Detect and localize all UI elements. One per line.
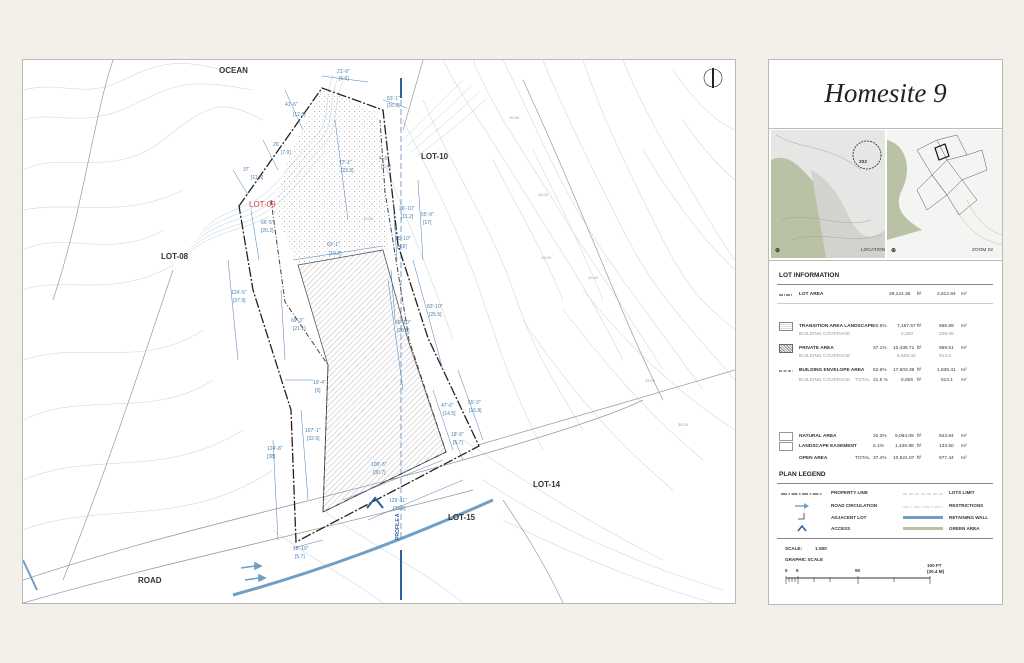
natural-m2: 843.94 bbox=[939, 434, 954, 439]
legend-retaining-wall-swatch bbox=[903, 516, 943, 519]
lot-area-unit-ft: ft² bbox=[917, 292, 922, 297]
legend-restrictions: RESTRICTIONS bbox=[949, 503, 984, 508]
easement-m2: 133.50 bbox=[939, 444, 954, 449]
homesite-number: 202 bbox=[859, 160, 868, 165]
scale-tick-50: 50 bbox=[855, 568, 861, 573]
easement-unit-m: m² bbox=[961, 444, 967, 449]
legend-bottom-divider bbox=[777, 538, 993, 539]
contour-label: 15.00 bbox=[541, 255, 552, 260]
dim-label: [20.2] bbox=[261, 228, 274, 234]
natural-pct: 32.3% bbox=[873, 434, 887, 439]
coverage-total-word: TOTAL bbox=[855, 378, 871, 383]
dim-label: [25.5] bbox=[429, 312, 442, 318]
location-map-drawing bbox=[771, 130, 885, 258]
label-road: ROAD bbox=[138, 576, 162, 585]
private-ft2: 10,435.71 bbox=[893, 346, 915, 351]
dim-label: 69'-3" bbox=[291, 318, 304, 324]
transition-m2: 665.89 bbox=[939, 324, 954, 329]
dim-label: 19'-4" bbox=[313, 380, 326, 386]
dim-label: 21'-9" bbox=[337, 69, 350, 75]
plan-legend-title: PLAN LEGEND bbox=[779, 471, 826, 478]
dim-label: 18'-9" bbox=[451, 432, 464, 438]
easement-label: LANDSCAPE EASEMENT bbox=[799, 444, 857, 449]
coverage-m2: 209.05 bbox=[939, 332, 954, 337]
legend-lots-limit: LOTS LIMIT bbox=[949, 490, 975, 495]
open-pct: 37.4% bbox=[873, 456, 887, 461]
dim-label: [16.8] bbox=[469, 408, 482, 414]
dim-label: [5.7] bbox=[453, 440, 463, 446]
legend-adjacent-lot: ADJACENT LOT bbox=[831, 515, 867, 520]
access-icon bbox=[797, 524, 807, 532]
dim-label: 18'-10" bbox=[293, 546, 309, 552]
natural-row bbox=[777, 432, 995, 442]
scale-tick-0: 0 bbox=[785, 568, 788, 573]
dim-label: [5.7] bbox=[295, 554, 305, 560]
maps-divider bbox=[769, 260, 1002, 261]
legend-green-area-swatch bbox=[903, 527, 943, 530]
dim-label: [37.9] bbox=[233, 298, 246, 304]
dim-label: [4.8] bbox=[397, 244, 407, 250]
dim-label: 4'-6" bbox=[379, 156, 389, 162]
envelope-pct: 62.6% bbox=[873, 368, 887, 373]
dim-label: 47'-6" bbox=[441, 403, 454, 409]
easement-swatch bbox=[779, 442, 793, 451]
dim-label: [30.7] bbox=[373, 470, 386, 476]
coverage-total-unit-m: m² bbox=[961, 378, 967, 383]
envelope-m2: 1,635.41 bbox=[937, 368, 956, 373]
dim-label: 55'-9" bbox=[421, 212, 434, 218]
easement-row bbox=[777, 442, 995, 452]
coverage-total-ft2: 8,859 bbox=[901, 378, 914, 383]
transition-unit-m: m² bbox=[961, 324, 967, 329]
homesite-title: Homesite 9 bbox=[824, 78, 947, 108]
dim-label: 100'-5" bbox=[371, 462, 387, 468]
zoom-label: ZOOM 02 bbox=[972, 248, 994, 253]
dim-label: [19.2] bbox=[329, 251, 342, 257]
natural-swatch bbox=[779, 432, 793, 441]
coverage-label: BUILDING COVERAGE bbox=[799, 354, 851, 359]
legend-property-line-swatch bbox=[781, 492, 823, 496]
envelope-swatch bbox=[779, 370, 793, 372]
coverage-ft2: 6,609.32 bbox=[897, 354, 916, 359]
contour-label: 10.00 bbox=[363, 216, 374, 221]
dim-label: [16.2] bbox=[387, 103, 400, 109]
envelope-row bbox=[777, 366, 995, 376]
adjacent-lot-icon bbox=[798, 513, 806, 521]
lot-info-divider bbox=[777, 284, 993, 285]
dim-label: 86'-10" bbox=[395, 320, 411, 326]
dim-label: [32.6] bbox=[307, 436, 320, 442]
dim-label: 83'-10" bbox=[427, 304, 443, 310]
private-pct: 37.1% bbox=[873, 346, 887, 351]
coverage-label: BUILDING COVERAGE bbox=[799, 332, 851, 337]
envelope-unit-ft: ft² bbox=[917, 368, 922, 373]
dim-label: [1.4] bbox=[381, 164, 391, 170]
coverage-total-unit-ft: ft² bbox=[917, 378, 922, 383]
location-label: LOCATION bbox=[861, 248, 885, 253]
private-unit-ft: ft² bbox=[917, 346, 922, 351]
label-ocean: OCEAN bbox=[219, 66, 248, 75]
location-map bbox=[771, 130, 885, 258]
title-divider bbox=[769, 128, 1002, 129]
dim-label: 124'-5" bbox=[231, 290, 247, 296]
label-lot-14: LOT-14 bbox=[533, 480, 561, 489]
label-lot-10: LOT-10 bbox=[421, 152, 449, 161]
open-unit-ft: ft² bbox=[917, 456, 922, 461]
lot-area-label: LOT AREA bbox=[799, 292, 824, 297]
dim-label: [6.6] bbox=[339, 76, 349, 82]
lot-area-unit-m: m² bbox=[961, 292, 967, 297]
zoom-map-drawing bbox=[887, 130, 1002, 258]
label-lot-08: LOT-08 bbox=[161, 252, 189, 261]
natural-label: NATURAL AREA bbox=[799, 434, 837, 439]
envelope-label: BUILDING ENVELOPE AREA bbox=[799, 368, 865, 373]
dim-label: 37' bbox=[243, 167, 250, 173]
coverage-m2: 614.0 bbox=[939, 354, 952, 359]
coverage-ft2: 2,250 bbox=[901, 332, 914, 337]
legend-lots-limit-swatch bbox=[903, 492, 943, 496]
legend-road-circulation: ROAD CIRCULATION bbox=[831, 503, 878, 508]
legend-restrictions-swatch bbox=[903, 505, 943, 509]
natural-unit-ft: ft² bbox=[917, 434, 922, 439]
dim-label: [21.1] bbox=[293, 326, 306, 332]
dim-label: 124'-8" bbox=[267, 446, 283, 452]
natural-unit-m: m² bbox=[961, 434, 967, 439]
graphic-scale-label: GRAPHIC SCALE bbox=[785, 557, 824, 562]
scale-tick-5: 5 bbox=[796, 568, 799, 573]
graphic-scale-bar bbox=[785, 576, 935, 586]
dim-label: 63'-1" bbox=[327, 242, 340, 248]
dim-label: [7.9] bbox=[281, 150, 291, 156]
open-m2: 977.44 bbox=[939, 456, 954, 461]
envelope-unit-m: m² bbox=[961, 368, 967, 373]
row-divider bbox=[777, 303, 993, 304]
dim-label: [11.3] bbox=[251, 175, 264, 181]
legend-green-area: GREEN AREA bbox=[949, 526, 980, 531]
contour-label: 15.00 bbox=[538, 192, 549, 197]
legend-divider bbox=[777, 483, 993, 484]
coverage-total-pct: 31.5 % bbox=[873, 378, 888, 383]
easement-pct: 5.1% bbox=[873, 444, 884, 449]
info-panel bbox=[768, 59, 1003, 605]
label-lot-09: LOT-09 bbox=[249, 200, 276, 209]
dim-label: [11.2] bbox=[401, 214, 414, 220]
open-label: OPEN AREA bbox=[799, 456, 828, 461]
zoom-map bbox=[887, 130, 1002, 258]
dim-label: [6] bbox=[315, 388, 321, 394]
road-circulation-arrow-icon bbox=[795, 502, 809, 510]
dim-label: [14.5] bbox=[443, 411, 456, 417]
coverage-total-row bbox=[777, 376, 995, 386]
contour-label: 25.00 bbox=[645, 378, 656, 383]
dim-label: 53'-1" bbox=[387, 96, 400, 102]
dim-label: 66'-5" bbox=[261, 220, 274, 226]
dimension-labels bbox=[23, 60, 735, 603]
dim-label: [17] bbox=[423, 220, 432, 226]
dim-label: 26' bbox=[273, 142, 280, 148]
dim-label: 36'-10" bbox=[399, 206, 415, 212]
private-label: PRIVATE AREA bbox=[799, 346, 834, 351]
property-line-swatch bbox=[779, 294, 793, 296]
dim-label: [23.5] bbox=[341, 168, 354, 174]
legend-access: ACCESS bbox=[831, 526, 851, 531]
lot-area-ft2: 28,124.35 bbox=[889, 292, 911, 297]
transition-ft2: 7,167.57 bbox=[897, 324, 916, 329]
north-icon: ⊕ bbox=[775, 248, 781, 254]
coverage-total-label: BUILDING COVERAGE bbox=[799, 378, 851, 383]
scale-label: SCALE: bbox=[785, 546, 803, 551]
open-total-word: TOTAL bbox=[855, 456, 871, 461]
legend-property-line: PROPERTY LINE bbox=[831, 490, 868, 495]
dim-label: [38] bbox=[267, 454, 276, 460]
easement-unit-ft: ft² bbox=[917, 444, 922, 449]
legend-retaining-wall: RETAINING WALL bbox=[949, 515, 989, 520]
contour-label: 20.00 bbox=[588, 275, 599, 280]
dim-label: [12.6] bbox=[293, 112, 306, 118]
dim-label: 107'-1" bbox=[305, 428, 321, 434]
transition-label: TRANSITION AREA LANDSCAPE bbox=[799, 324, 875, 329]
open-row bbox=[777, 454, 995, 464]
easement-ft2: 1,436.98 bbox=[895, 444, 914, 449]
coverage-row bbox=[777, 352, 995, 362]
open-unit-m: m² bbox=[961, 456, 967, 461]
coverage-total-m2: 823.1 bbox=[941, 378, 954, 383]
envelope-ft2: 17,603.39 bbox=[893, 368, 915, 373]
dim-label: 77'-1" bbox=[339, 160, 352, 166]
transition-pct: 25.5% bbox=[873, 324, 887, 329]
contour-label: 35.00 bbox=[678, 422, 689, 427]
dim-label: 15'-10" bbox=[395, 236, 411, 242]
label-lot-15: LOT-15 bbox=[448, 513, 476, 522]
scale-tick-100: 100 FT bbox=[927, 563, 942, 568]
dim-label: [26.5] bbox=[397, 328, 410, 334]
private-unit-m: m² bbox=[961, 346, 967, 351]
coverage-row bbox=[777, 330, 995, 340]
scale-tick-100m: (30.4 M) bbox=[927, 569, 945, 574]
site-plan bbox=[22, 59, 736, 604]
scale-value: 1:500 bbox=[815, 546, 827, 551]
lot-information-title: LOT INFORMATION bbox=[779, 272, 840, 279]
contour-label: 10.00 bbox=[509, 115, 520, 120]
label-profile-a: PROFILE A bbox=[395, 513, 401, 540]
private-m2: 969.51 bbox=[939, 346, 954, 351]
open-ft2: 10,521.07 bbox=[893, 456, 915, 461]
transition-unit-ft: ft² bbox=[917, 324, 922, 329]
lot-area-row bbox=[777, 290, 995, 300]
lot-area-m2: 2,612.84 bbox=[937, 292, 956, 297]
dim-label: [39.6] bbox=[393, 506, 406, 512]
dim-label: 55'-3" bbox=[468, 400, 481, 406]
north-icon: ⊕ bbox=[891, 248, 897, 254]
dim-label: 129'-11" bbox=[389, 498, 407, 504]
natural-ft2: 9,084.09 bbox=[895, 434, 914, 439]
dim-label: 41'-6" bbox=[285, 102, 298, 108]
